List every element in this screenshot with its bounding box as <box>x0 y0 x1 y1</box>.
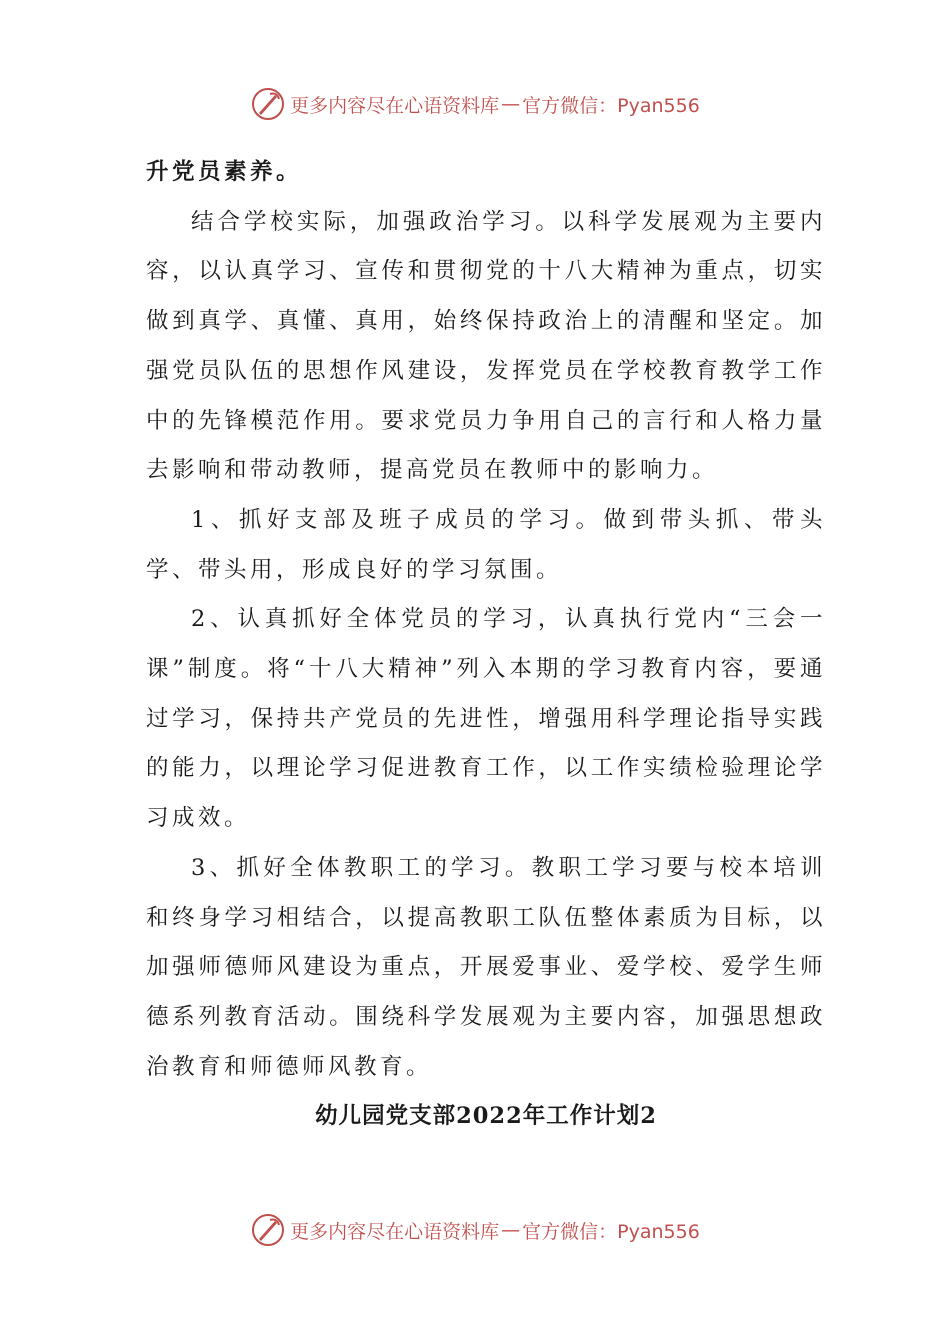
watermark-banner-bottom <box>0 1208 950 1252</box>
paragraph-1: 结合学校实际，加强政治学习。以科学发展观为主要内容，以认真学习、宣传和贯彻党的十八大精神为重点，切实做到真学、真懂、真用，始终保持政治上的清醒和坚定。加强党员队伍的思想作风建设，发挥党员在学校教育教学工作中的先锋模范作用。要求党员力争用自己的言行和人格力量去影响和带动教师，提高党员在教师中的影响力。 <box>146 208 826 484</box>
paragraph-lead: 升党员素养。 <box>146 159 303 185</box>
document-body <box>146 148 826 1142</box>
watermark-banner-top <box>0 82 950 126</box>
watermark-site-text: 更多内容尽在心语资料库 <box>290 1220 500 1243</box>
watermark-contact-text: 官方微信：Pyan556 <box>522 94 700 117</box>
watermark-dash: — <box>501 1219 521 1241</box>
paragraph-4: 3、抓好全体教职工的学习。教职工学习要与校本培训和终身学习相结合，以提高教职工队伍整体素质为目标，以加强师德师风建设为重点，开展爱事业、爱学校、爱学生师德系列教育活动。围绕科学发展观为主要内容，加强思想政治教育和师德师风教育。 <box>146 854 826 1080</box>
quill-circle-icon <box>250 86 286 122</box>
paragraph-3: 2、认真抓好全体党员的学习，认真执行党内“三会一课”制度。将“十八大精神”列入本期的学习教育内容，要通过学习，保持共产党员的先进性，增强用科学理论指导实践的能力，以理论学习促进教育工作，以工作实绩检验理论学习成效。 <box>146 606 826 832</box>
watermark-contact-text: 官方微信：Pyan556 <box>522 1220 700 1243</box>
watermark-dash: — <box>501 93 521 115</box>
section-heading: 幼儿园党支部2022年工作计划2 <box>315 1103 657 1130</box>
watermark-site-text: 更多内容尽在心语资料库 <box>290 94 500 117</box>
paragraph-2: 1、抓好支部及班子成员的学习。做到带头抓、带头学、带头用，形成良好的学习氛围。 <box>146 506 826 583</box>
quill-circle-icon <box>250 1212 286 1248</box>
